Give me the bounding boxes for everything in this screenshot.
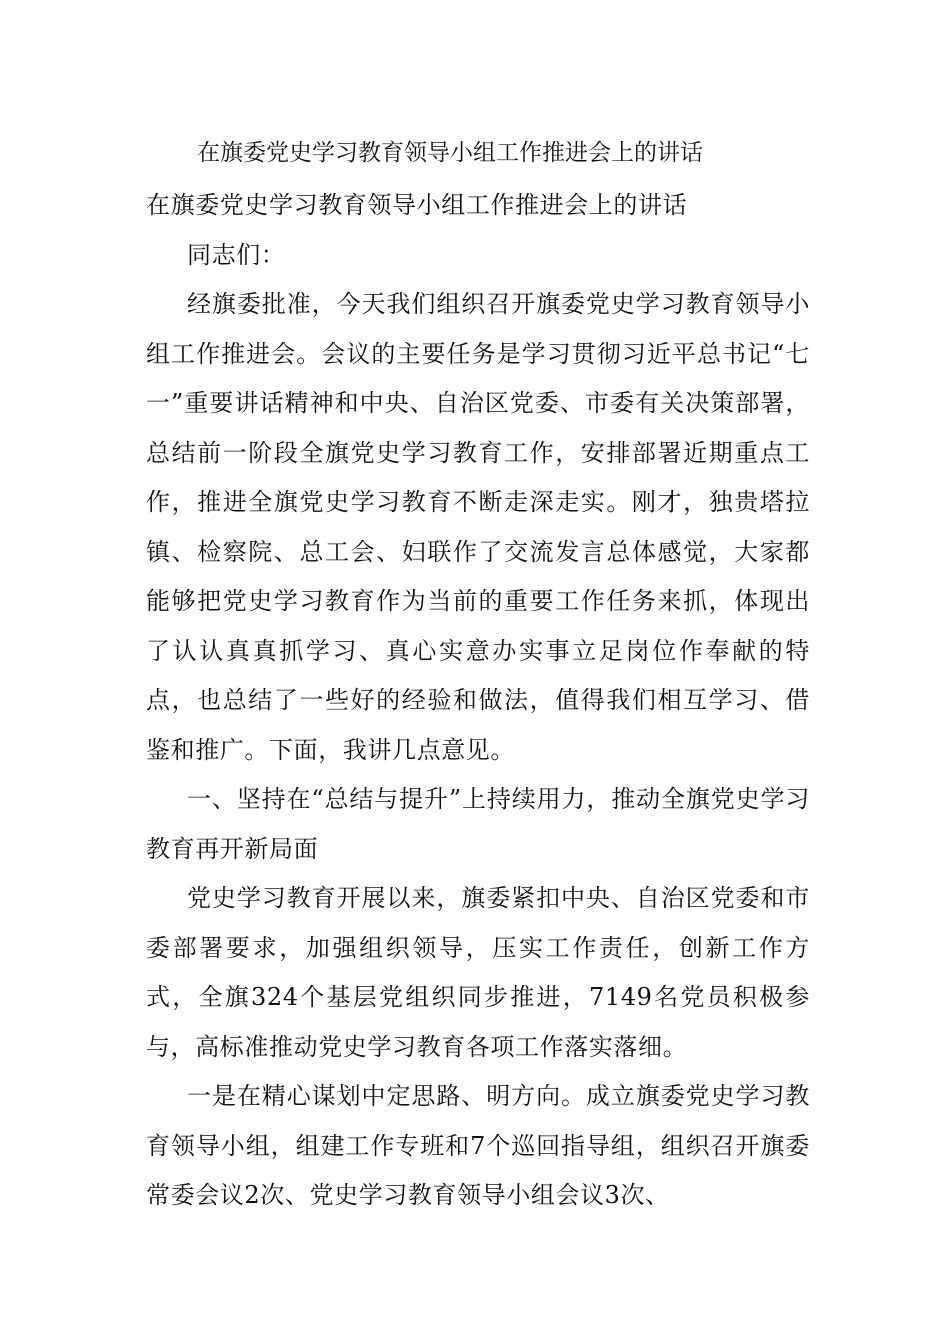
- paragraph-summary: 党史学习教育开展以来，旗委紧扣中央、自治区党委和市委部署要求，加强组织领导，压实工作责任，创新工作方式，全旗324个基层党组织同步推进，7149名党员积极参与，高标准推动党史学习教育各项工作落实落细。: [146, 884, 810, 1061]
- document-subtitle: 在旗委党史学习教育领导小组工作推进会上的讲话: [146, 191, 688, 219]
- document-title: 在旗委党史学习教育领导小组工作推进会上的讲话: [197, 140, 703, 166]
- section-heading-one: 一、坚持在“总结与提升”上持续用力，推动全旗党史学习教育再开新局面: [146, 785, 810, 863]
- paragraph-opening: 经旗委批准，今天我们组织召开旗委党史学习教育领导小组工作推进会。会议的主要任务是学习贯彻习近平总书记“七一”重要讲话精神和中央、自治区党委、市委有关决策部署，总结前一阶段全旗党史学习教育工作，安排部署近期重点工作，推进全旗党史学习教育不断走深走实。刚才，独贵塔拉镇、检察院、总工会、妇联作了交流发言总体感觉，大家都能够把党史学习教育作为当前的重要工作任务来抓，体现出了认认真真抓学习、真心实意办实事立足岗位作奉献的特点，也总结了一些好的经验和做法，值得我们相互学习、借鉴和推广。下面，我讲几点意见。: [146, 290, 810, 764]
- paragraph-point-one: 一是在精心谋划中定思路、明方向。成立旗委党史学习教育领导小组，组建工作专班和7个巡回指导组，组织召开旗委常委会议2次、党史学习教育领导小组会议3次、: [146, 1082, 810, 1209]
- document-body: [146, 181, 810, 1221]
- greeting: 同志们：: [187, 240, 286, 269]
